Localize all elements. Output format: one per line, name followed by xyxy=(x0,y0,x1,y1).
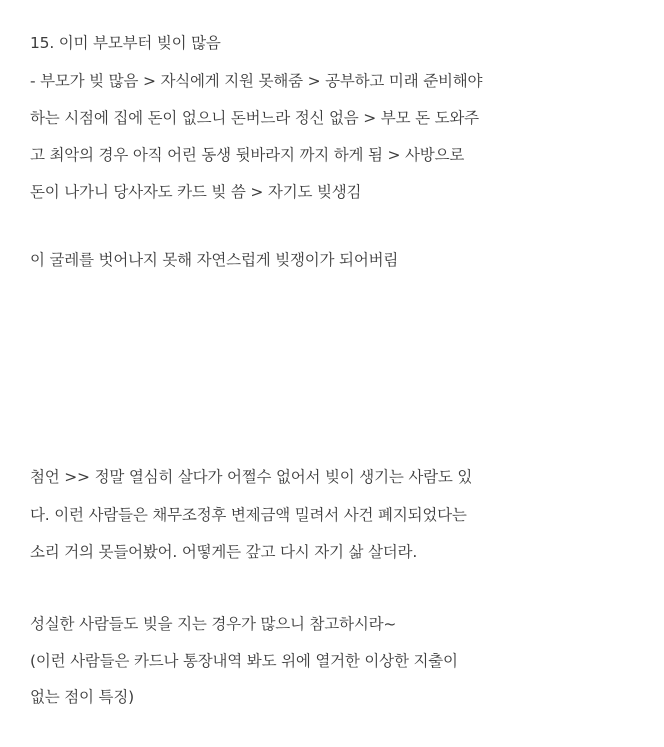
closing-line: (이런 사람들은 카드나 통장내역 봐도 위에 열거한 이상한 지출이 xyxy=(30,652,458,670)
section-heading: 15. 이미 부모부터 빚이 많음 xyxy=(30,34,221,52)
addendum-line: 첨언 >> 정말 열심히 살다가 어쩔수 없어서 빚이 생기는 사람도 있 xyxy=(30,468,473,486)
addendum-line: 소리 거의 못들어봤어. 어떻게든 갚고 다시 자기 삶 살더라. xyxy=(30,543,418,561)
paragraph-line: 고 최악의 경우 아직 어린 동생 뒷바라지 까지 하게 됨 > 사방으로 xyxy=(30,146,465,164)
paragraph-line: 하는 시점에 집에 돈이 없으니 돈버느라 정신 없음 > 부모 돈 도와주 xyxy=(30,109,479,127)
closing-line: 성실한 사람들도 빚을 지는 경우가 많으니 참고하시라~ xyxy=(30,615,397,633)
closing-line: 없는 점이 특징) xyxy=(30,688,134,706)
addendum-line: 다. 이런 사람들은 채무조정후 변제금액 밀려서 사건 폐지되었다는 xyxy=(30,506,467,524)
paragraph-line: - 부모가 빚 많음 > 자식에게 지원 못해줌 > 공부하고 미래 준비해야 xyxy=(30,72,483,90)
conclusion-line: 이 굴레를 벗어나지 못해 자연스럽게 빚쟁이가 되어버림 xyxy=(30,251,399,269)
paragraph-line: 돈이 나가니 당사자도 카드 빚 씀 > 자기도 빚생김 xyxy=(30,183,362,201)
